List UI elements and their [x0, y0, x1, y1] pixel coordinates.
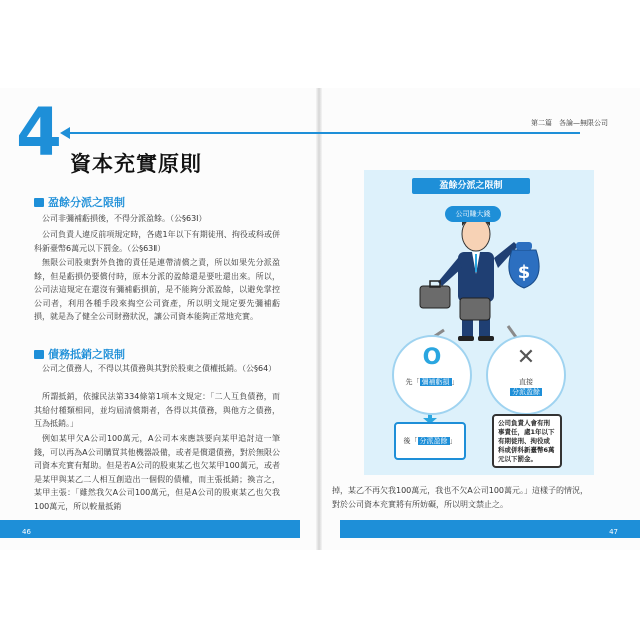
- paragraph: 例如某甲欠A公司100萬元，A公司本來應該要向某甲追討這一筆錢，可以再為A公司購買其他機器設備，或者是償還債務，對於無限公司資本充實有幫助。但是若A公司的股東某乙也欠某甲100萬元，或者是某甲與某乙二人相互創造出一個假的債權，而主張抵銷；換言之，某甲主張：「雖然我欠A公司100萬元，但是A公司的股東某乙也欠我100萬元，所以較量抵銷: [34, 434, 280, 511]
- diagram-title: 盈餘分派之限制: [412, 178, 530, 194]
- svg-text:$: $: [517, 262, 531, 283]
- chapter-rule: [66, 132, 580, 134]
- paragraph: 無限公司股東對外負擔的責任是連帶清償之責，所以如果先分派盈餘，但是虧損仍要償付時，原本分派的盈餘還是要吐還出來。所以，公司法這規定在還沒有彌補虧損前，是不能夠分派盈餘，以避免掌控公司者，利用各種手段來掏空公司資產，所以明文規定要先彌補虧損，就是為了健全公司財務狀況，讓公司資本能夠正常地充實。: [34, 258, 280, 321]
- paragraph: 公司非彌補虧損後，不得分派盈餘。（公§63Ⅰ）: [42, 214, 207, 223]
- section-heading-dividend: [34, 194, 125, 210]
- section-marker-icon: [34, 350, 44, 359]
- wrong-option-circle: [486, 335, 566, 415]
- section-heading-label: 債務抵銷之限制: [48, 348, 125, 361]
- speech-bubble: 公司賺大錢: [445, 206, 501, 222]
- penalty-box: 公司負責人會有刑事責任，處1年以下有期徒刑、拘役或科或併科新臺幣6萬元以下罰金。: [492, 414, 562, 468]
- right-paragraph: 掉，某乙不再欠我100萬元，我也不欠A公司100萬元。」這樣子的情況，對於公司資本充實將有所妨礙，所以明文禁止之。: [332, 486, 589, 509]
- book-gutter: [316, 88, 322, 550]
- paragraph: 公司之債務人，不得以其債務與其對於股東之債權抵銷。（公§64）: [42, 364, 277, 373]
- section-marker-icon: [34, 198, 44, 207]
- section-heading-offset: [34, 346, 125, 362]
- paragraph: 所謂抵銷，依據民法第334條第1項本文規定：「二人互負債務，而其給付種類相同，並均屆清償期者，各得以其債務，與他方之債務，互為抵銷。」: [34, 392, 280, 428]
- page-number: 46: [22, 528, 31, 536]
- wrong-option-text: 直接 分派盈餘: [512, 378, 540, 396]
- chapter-title: 資本充實原則: [70, 152, 202, 176]
- correct-option-circle: [392, 335, 472, 415]
- circle-o-icon: O: [422, 345, 442, 370]
- running-head: 第二篇 各論—無限公司: [531, 119, 608, 127]
- chapter-number: 4: [16, 94, 62, 171]
- page-number: 47: [609, 528, 618, 536]
- paragraph: 公司負責人違反前項規定時，各處1年以下有期徒刑、拘役或科或併科新臺幣6萬元以下罰金。（公§63Ⅱ）: [34, 230, 280, 253]
- cross-icon: ✕: [516, 345, 536, 370]
- footer-bar: [340, 520, 640, 538]
- correct-option-text: 先「 彌補虧損 」: [405, 378, 459, 386]
- section-heading-label: 盈餘分派之限制: [48, 196, 125, 209]
- footer-bar: [0, 520, 300, 538]
- result-box: 後「 分派盈餘 」: [394, 422, 466, 460]
